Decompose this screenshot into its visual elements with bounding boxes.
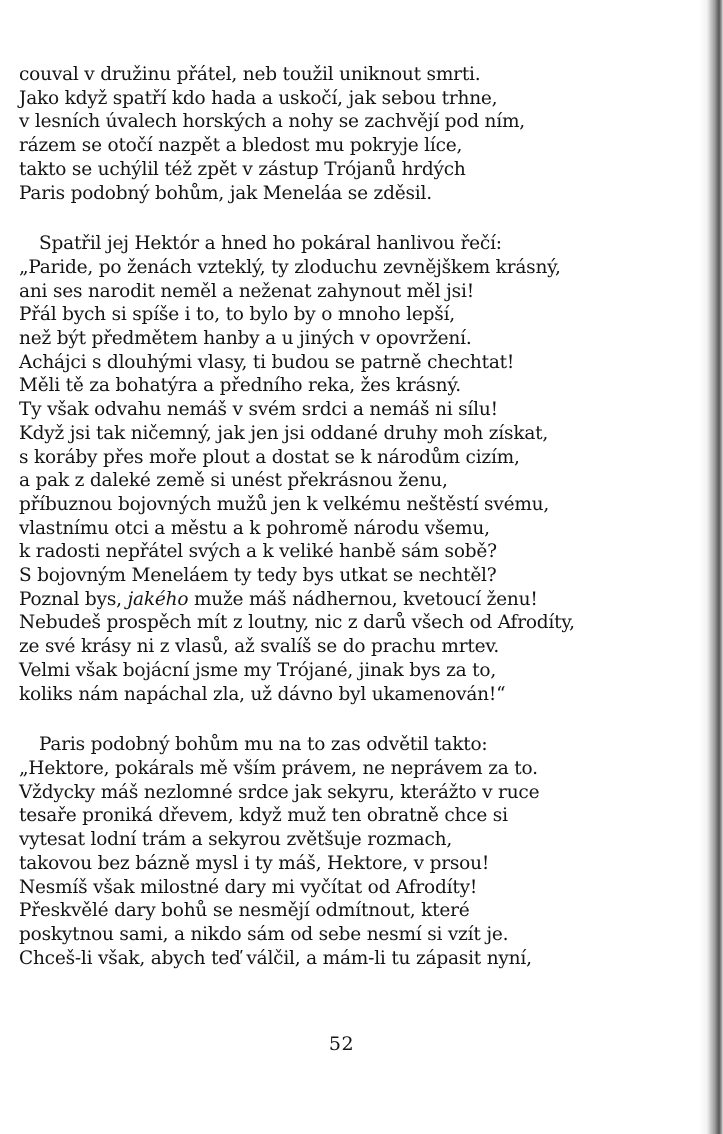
stanza-2 (19, 232, 691, 706)
stanza-3 (19, 733, 691, 970)
verse-line: Achájci s dlouhými vlasy, ti budou se patrně chechtat! (19, 351, 515, 373)
verse-line: vlastnímu otci a městu a k pohromě národu všemu, (19, 517, 490, 539)
verse-line: takovou bez bázně mysl i ty máš, Hektore, v prsou! (19, 852, 490, 874)
verse-line: s koráby přes moře plout a dostat se k národům cizím, (19, 446, 520, 468)
verse-line: Ty však odvahu nemáš v svém srdci a nemáš ni sílu! (19, 399, 498, 421)
verse-line: a pak z daleké země si unést překrásnou ženu, (19, 470, 448, 492)
verse-line: takto se uchýlil též zpět v zástup Trójanů hrdých (19, 158, 466, 180)
verse-line: k radosti nepřátel svých a k veliké hanbě sám sobě? (19, 541, 497, 563)
verse-line: Paris podobný bohům, jak Meneláa se zděsil. (19, 182, 432, 204)
stanza-1 (19, 63, 691, 205)
book-gutter-shadow (699, 0, 723, 1134)
verse-line: Přál bych si spíše i to, to bylo by o mnoho lepší, (19, 304, 455, 326)
verse-line: Paris podobný bohům mu na to zas odvětil takto: (39, 734, 488, 756)
verse-line: ani ses narodit neměl a neženat zahynout měl jsi! (19, 280, 474, 302)
verse-line: Velmi však bojácní jsme my Trójané, jinak bys za to, (19, 659, 497, 681)
verse-line: couval v družinu přátel, neb toužil uniknout smrti. (19, 64, 481, 85)
verse-line: v lesních úvalech horských a nohy se zachvějí pod ním, (19, 111, 525, 133)
verse-line: Přeskvělé dary bohů se nesmějí odmítnout, které (19, 900, 470, 922)
italic-word: jakého (127, 588, 189, 610)
verse-line-italic-word: Poznal bys, jakého muže máš nádhernou, kvetoucí ženu! (19, 588, 538, 610)
verse-line: Když jsi tak ničemný, jak jen jsi oddané druhy moh získat, (19, 422, 549, 444)
verse-line: Jako když spatří kdo hada a uskočí, jak sebou trhne, (19, 87, 498, 109)
verse-line: Vždycky máš nezlomné srdce jak sekyru, kterážto v ruce (19, 781, 540, 803)
verse-line: vytesat lodní trám a sekyrou zvětšuje rozmach, (19, 829, 453, 851)
verse-line: S bojovným Meneláem ty tedy bys utkat se nechtěl? (19, 565, 497, 587)
verse-line: Chceš-li však, abych teď válčil, a mám-li tu zápasit nyní, (19, 947, 532, 969)
page-number: 52 (328, 1033, 355, 1055)
verse-line: Spatřil jej Hektór a hned ho pokáral hanlivou řečí: (39, 233, 502, 255)
verse-line: ze své krásy ni z vlasů, až svalíš se do prachu mrtev. (19, 636, 500, 658)
verse-line: rázem se otočí nazpět a bledost mu pokryje líce, (19, 135, 463, 157)
verse-line: koliks nám napáchal zla, už dávno byl ukamenován!“ (19, 683, 506, 705)
poem-text (19, 63, 691, 970)
verse-line: Nebudeš prospěch mít z loutny, nic z darů všech od Afrodíty, (19, 612, 575, 634)
verse-line: Měli tě za bohatýra a předního reka, žes krásný. (19, 375, 461, 397)
verse-line: Nesmíš však milostné dary mi vyčítat od Afrodíty! (19, 876, 478, 898)
verse-line: tesaře proniká dřevem, když muž ten obratně chce si (19, 805, 508, 827)
verse-line: „Paride, po ženách vzteklý, ty zloduchu zevnějškem krásný, (19, 256, 561, 278)
verse-line: „Hektore, pokárals mě vším právem, ne neprávem za to. (19, 757, 538, 779)
verse-line: příbuznou bojovných mužů jen k velkému neštěstí svému, (19, 493, 550, 515)
verse-line: než být předmětem hanby a u jiných v opovržení. (19, 328, 472, 350)
verse-line: poskytnou sami, a nikdo sám od sebe nesmí si vzít je. (19, 923, 509, 945)
